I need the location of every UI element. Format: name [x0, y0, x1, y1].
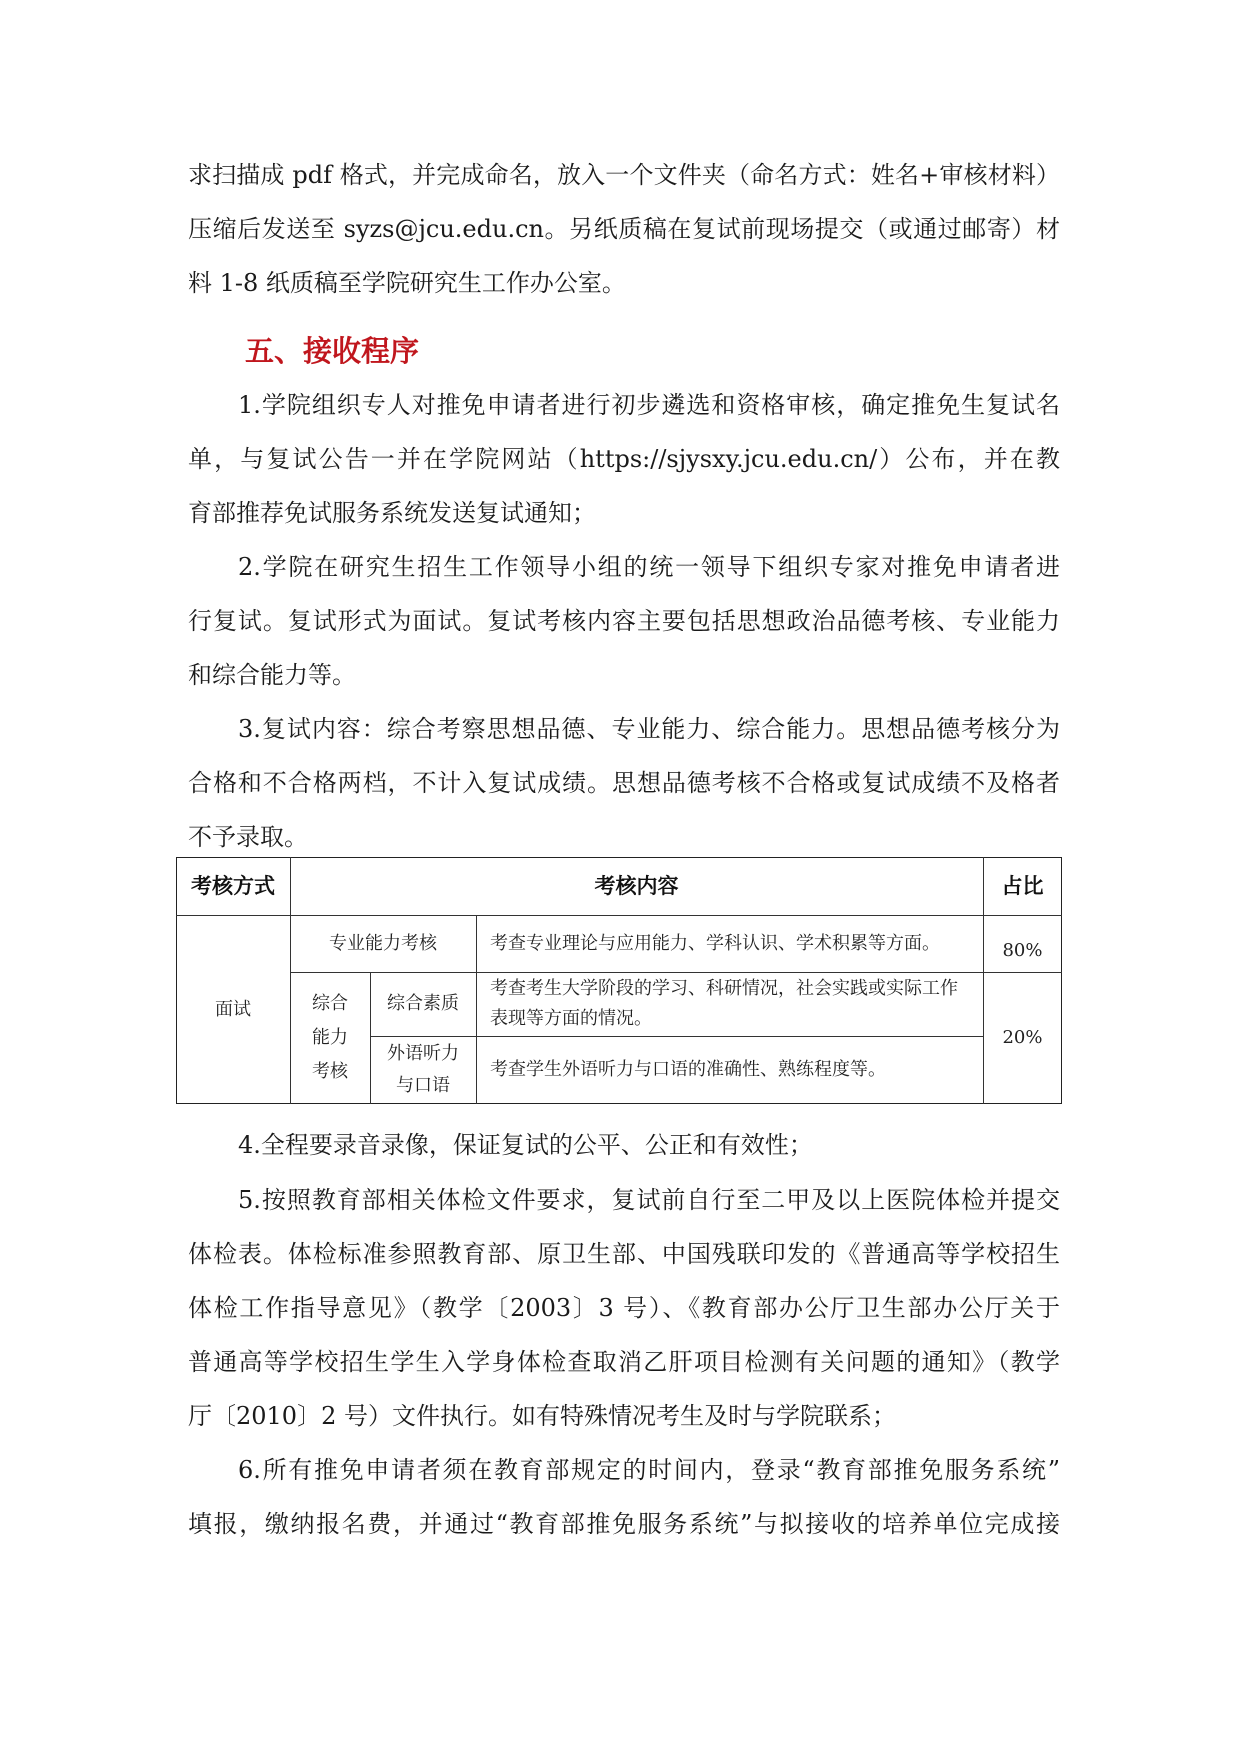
language-label: [370, 1036, 476, 1104]
paragraph-line: 5.按照教育部相关体检文件要求，复试前自行至二甲及以上医院体检并提交: [238, 1186, 1060, 1214]
quality-desc: [476, 972, 983, 1036]
paragraph-line: 填报，缴纳报名费，并通过“教育部推免服务系统”与拟接收的培养单位完成接: [188, 1510, 1060, 1538]
comprehensive-ratio: 20%: [1002, 1027, 1043, 1048]
comprehensive-label-part: 综合: [312, 993, 348, 1014]
section-heading: 五、接收程序: [245, 334, 420, 368]
header-content: 考核内容: [594, 874, 679, 898]
language-label-line: 外语听力: [387, 1043, 459, 1064]
language-desc: 考查学生外语听力与口语的准确性、熟练程度等。: [490, 1059, 886, 1080]
paragraph-line: 1.学院组织专人对推免申请者进行初步遴选和资格审核，确定推免生复试名: [238, 391, 1060, 419]
quality-label: 综合素质: [387, 993, 459, 1014]
comprehensive-label-part: 能力: [312, 1027, 348, 1048]
header-ratio: 占比: [1001, 874, 1044, 898]
paragraph-line: 体检表。体检标准参照教育部、原卫生部、中国残联印发的《普通高等学校招生: [188, 1240, 1060, 1268]
paragraph-line: 育部推荐免试服务系统发送复试通知；: [188, 499, 596, 527]
professional-desc: 考查专业理论与应用能力、学科认识、学术积累等方面。: [490, 932, 940, 954]
paragraph-line: 不予录取。: [188, 823, 308, 851]
language-label-line: 与口语: [396, 1075, 450, 1096]
paragraph-line: 求扫描成 pdf 格式，并完成命名，放入一个文件夹（命名方式：姓名+审核材料）: [188, 161, 1060, 189]
paragraph-line: 普通高等学校招生学生入学身体检查取消乙肝项目检测有关问题的通知》（教学: [188, 1348, 1060, 1376]
method-cell: 面试: [215, 998, 251, 1020]
paragraph-line: 2.学院在研究生招生工作领导小组的统一领导下组织专家对推免申请者进: [238, 553, 1060, 581]
paragraph-line: 合格和不合格两档，不计入复试成绩。思想品德考核不合格或复试成绩不及格者: [188, 769, 1060, 797]
comprehensive-label-part: 考核: [312, 1061, 348, 1082]
paragraph-line: 和综合能力等。: [188, 661, 356, 689]
paragraph-line: 6.所有推免申请者须在教育部规定的时间内，登录“教育部推免服务系统”: [238, 1456, 1060, 1484]
paragraph-line: 单，与复试公告一并在学院网站（https://sjysxy.jcu.edu.cn/）公布，并在教: [188, 445, 1060, 473]
quality-desc-line: 考查考生大学阶段的学习、科研情况，社会实践或实际工作: [490, 978, 958, 999]
paragraph-line: 体检工作指导意见》（教学〔2003〕3 号）、《教育部办公厅卫生部办公厅关于: [188, 1294, 1060, 1322]
paragraph-line: 厅〔2010〕2 号）文件执行。如有特殊情况考生及时与学院联系；: [188, 1402, 896, 1430]
paragraph-line: 压缩后发送至 syzs@jcu.edu.cn。另纸质稿在复试前现场提交（或通过邮寄）材: [188, 215, 1060, 243]
professional-ratio: 80%: [1002, 939, 1043, 961]
paragraph-line: 行复试。复试形式为面试。复试考核内容主要包括思想政治品德考核、专业能力: [188, 607, 1060, 635]
header-method: 考核方式: [191, 874, 275, 898]
paragraph-line: 4.全程要录音录像，保证复试的公平、公正和有效性；: [238, 1131, 813, 1159]
comprehensive-label: [290, 972, 370, 1104]
paragraph-line: 3.复试内容：综合考察思想品德、专业能力、综合能力。思想品德考核分为: [238, 715, 1060, 743]
paragraph-line: 料 1-8 纸质稿至学院研究生工作办公室。: [188, 269, 626, 297]
quality-desc-line: 表现等方面的情况。: [490, 1008, 652, 1029]
professional-label: 专业能力考核: [329, 932, 437, 954]
